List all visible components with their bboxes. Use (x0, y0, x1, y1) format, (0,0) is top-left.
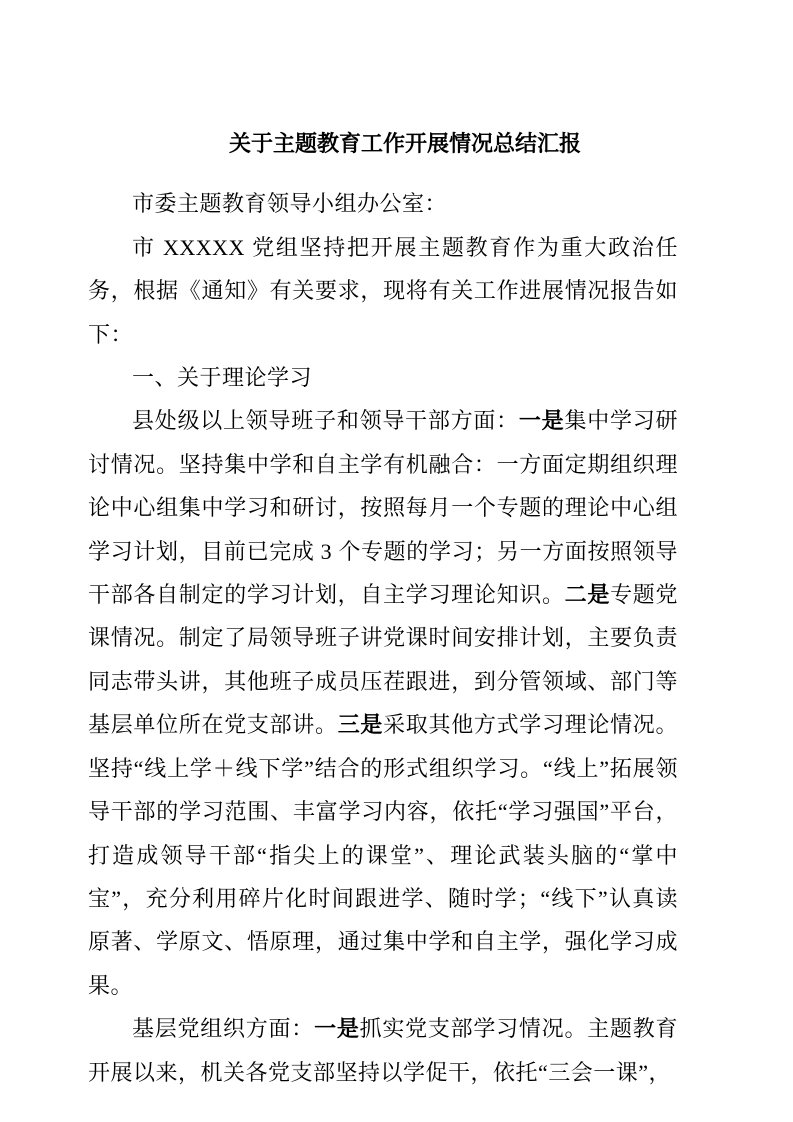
text-run: 专题党课情况。制定了局领导班子讲党课时间安排计划，主要负责同志带头讲，其他班子成员压茬跟进，到分管领域、部门等基层单位所在党支部讲。 (88, 582, 678, 738)
text-run: 市 XXXXX 党组坚持把开展主题教育作为重大政治任务，根据《通知》有关要求，现将有关工作进展情况报告如下： (88, 234, 678, 347)
text-run: 采取其他方式学习理论情况。坚持“线上学＋线下学”结合的形式组织学习。“线上”拓展领导干部的学习范围、丰富学习内容，依托“学习强国”平台，打造成领导干部“指尖上的课堂”、理论武装头脑的“掌中宝”，充分利用碎片化时间跟进学、随时学；“线下”认真读原著、学原文、悟原理，通过集中学和自主学，强化学习成果。 (88, 712, 678, 998)
text-run: 抓实党支部学习情况。主题教育开展以来，机关各党支部坚持以学促干，依托“三会一课”， (88, 1016, 678, 1085)
paragraph (88, 399, 678, 1007)
section-heading (88, 356, 678, 399)
document-body (88, 122, 678, 1094)
bold-run: 关于主题教育工作开展情况总结汇报 (228, 131, 581, 156)
bold-run: 三是 (337, 712, 384, 738)
paragraph (88, 226, 678, 356)
paragraph (88, 1007, 678, 1094)
text-run: 基层党组织方面： (132, 1016, 315, 1042)
paragraph (88, 182, 678, 225)
bold-run: 一是 (314, 1016, 360, 1042)
bold-run: 二是 (564, 582, 611, 608)
text-run: 县处级以上领导班子和领导干部方面： (132, 408, 519, 434)
bold-run: 一是 (518, 408, 565, 434)
text-run: 集中学习研讨情况。坚持集中学和自主学有机融合：一方面定期组织理论中心组集中学习和研讨，按照每月一个专题的理论中心组学习计划，目前已完成 3 个专题的学习；另一方面按照领导干部各自制定的学习计划，自主学习理论知识。 (88, 408, 678, 608)
document-title (88, 122, 678, 165)
text-run: 一、关于理论学习 (132, 365, 313, 391)
text-run: 市委主题教育领导小组办公室： (132, 191, 448, 217)
